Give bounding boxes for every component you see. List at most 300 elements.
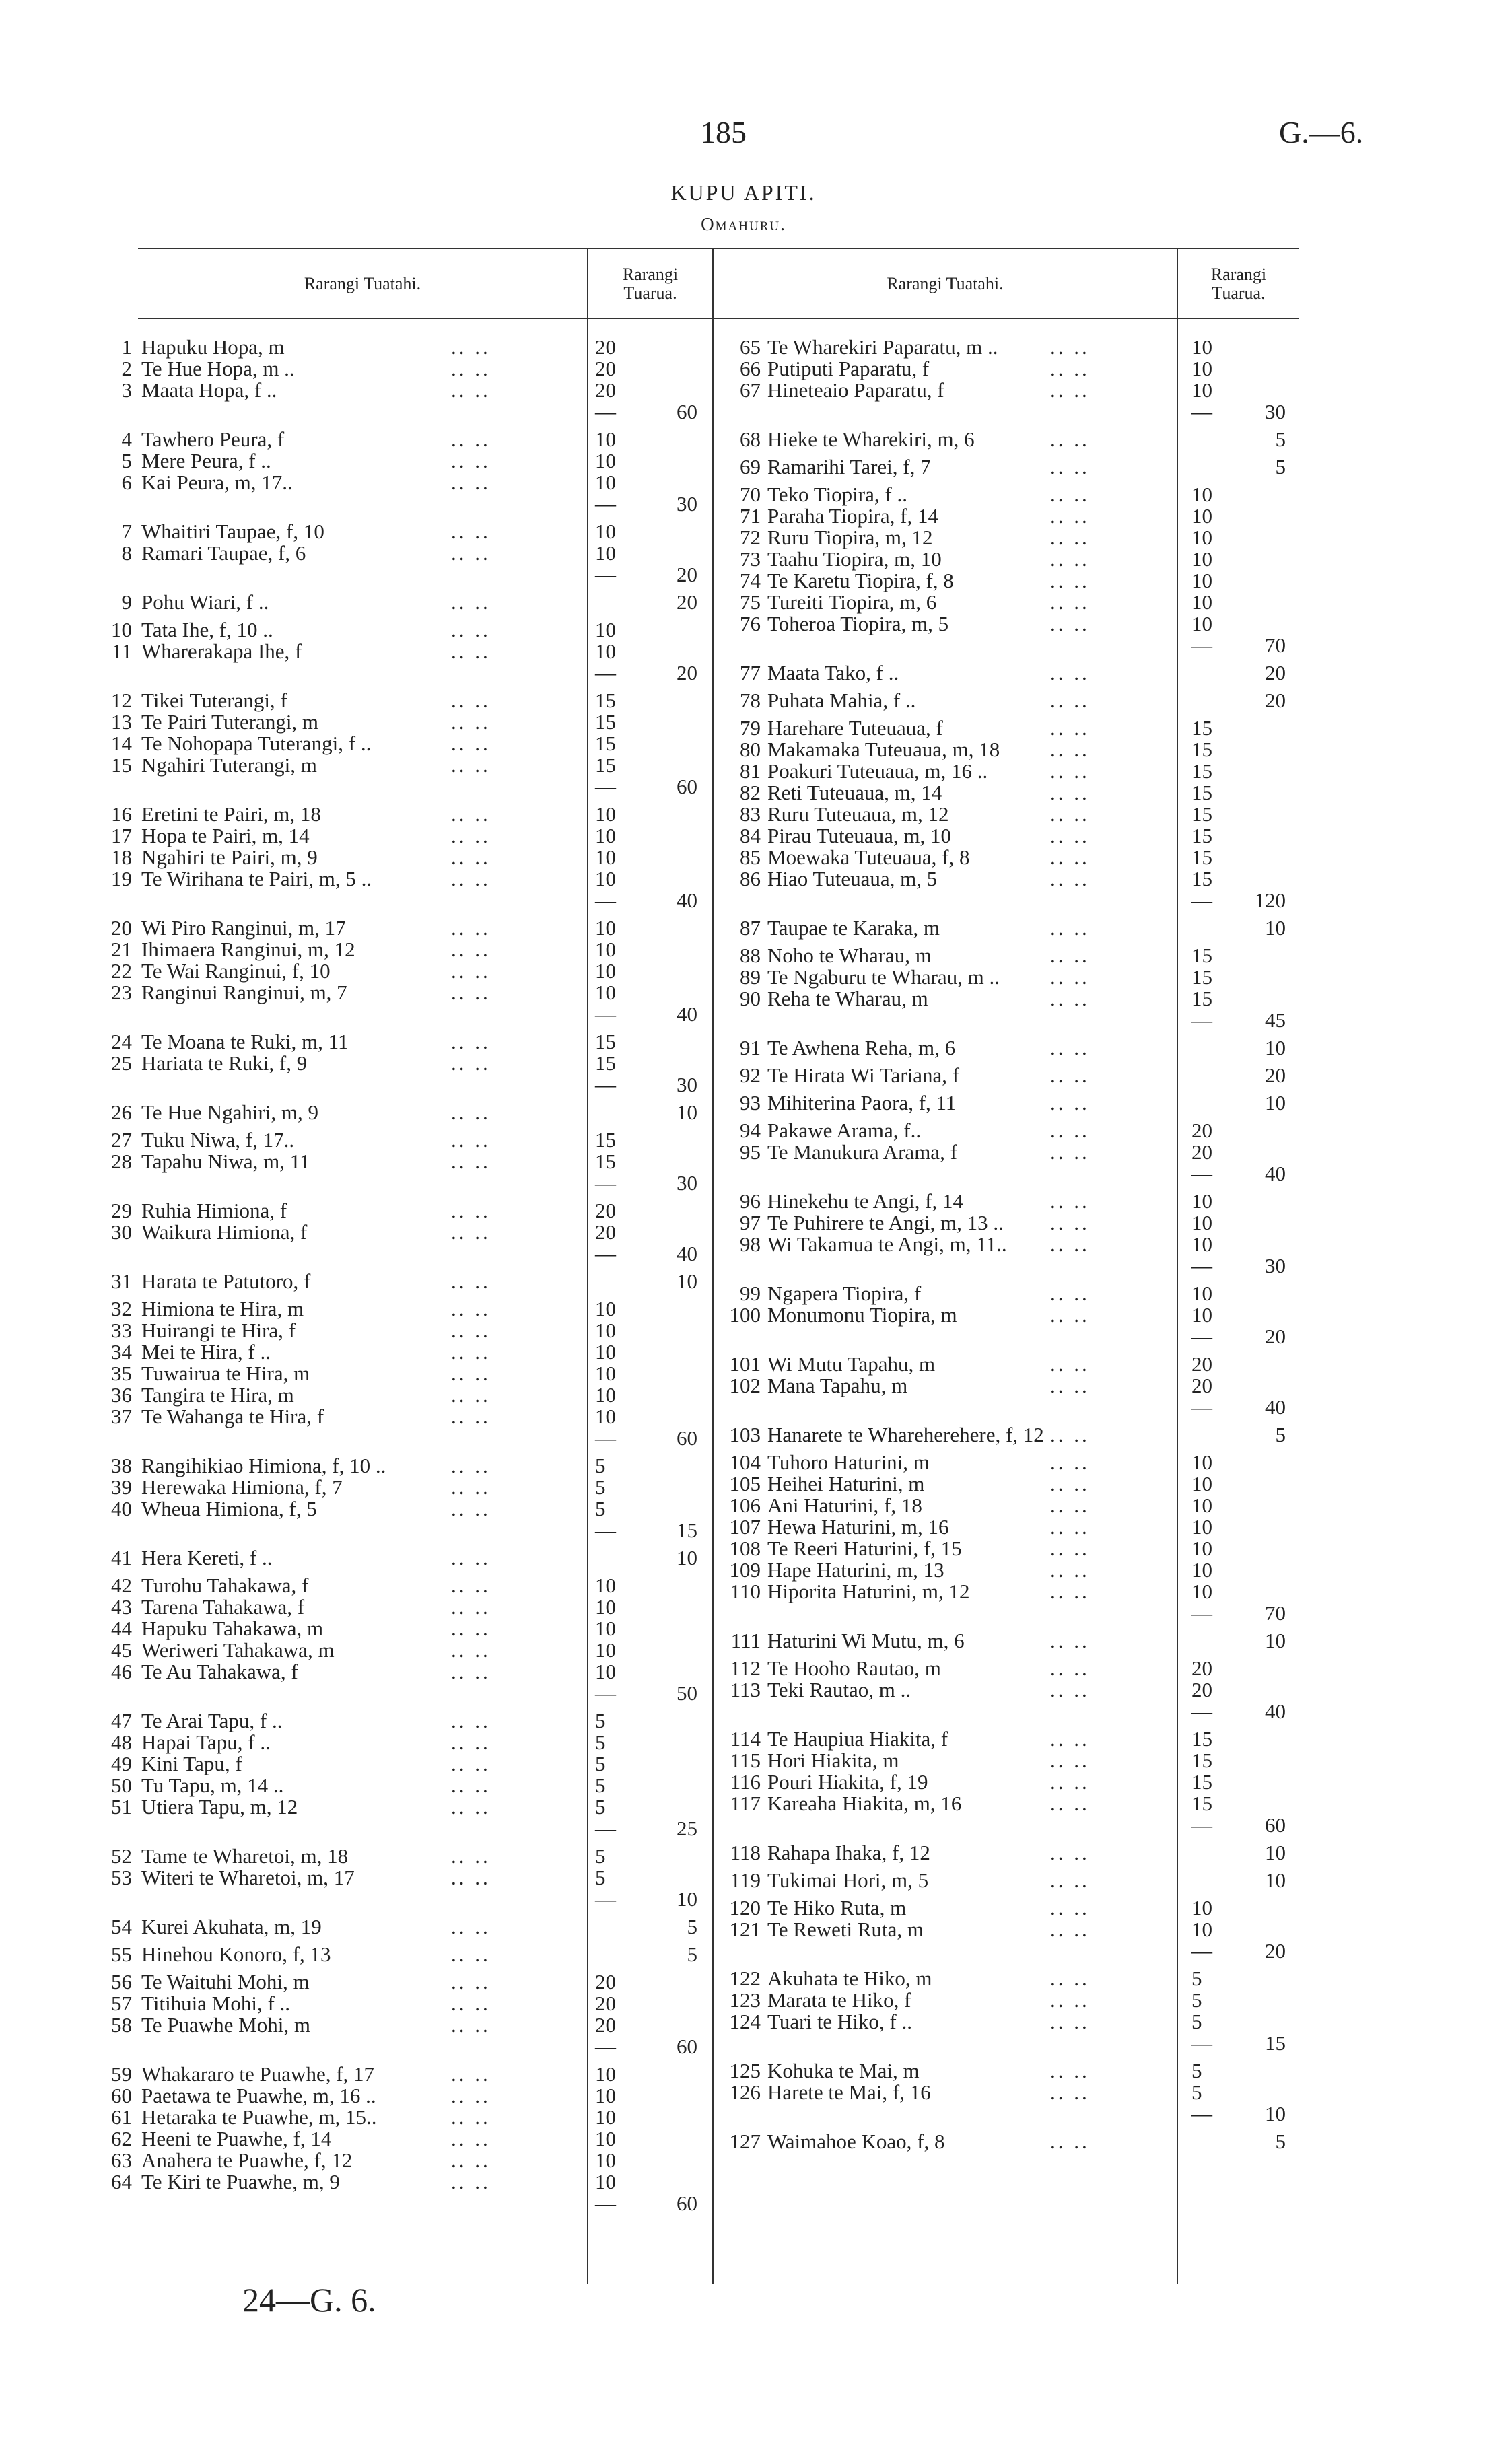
entry-number: 120 [729,1896,761,1920]
register-row [0,1141,1487,1163]
leader-dots: .. .. [1050,2129,1090,2153]
share-value: 10 [1191,590,1212,614]
entry-number: 67 [740,378,761,402]
leader-dots: .. .. [451,639,491,663]
entry-name: Rahapa Ihaka, f, 12 [767,1841,930,1864]
share-value: 10 [1191,335,1212,359]
share-value: 10 [595,427,616,451]
leader-dots: .. .. [451,938,491,961]
entry-number: 85 [740,845,761,869]
leader-dots: .. .. [1050,1352,1090,1376]
leader-dots: .. .. [1050,1841,1090,1864]
entry-number: 19 [111,867,132,890]
register-row [0,1750,1487,1771]
share-value: 15 [1191,1727,1212,1751]
share-value: 5 [595,1730,606,1754]
entry-number: 13 [111,710,132,734]
entry-number: 94 [740,1119,761,1142]
share-value: 10 [595,938,616,961]
subtotal-row [0,1010,1487,1031]
share-value: 20 [595,1970,616,1994]
entry-name: Ranginui Ranginui, m, 7 [141,981,347,1004]
share-value: 20 [1191,1678,1212,1701]
entry-name: Te Nohopapa Tuterangi, f .. [141,732,372,755]
subtotal-dash: — [595,563,616,586]
entry-number: 127 [729,2129,761,2153]
entry-number: 99 [740,1281,761,1305]
leader-dots: .. .. [451,1100,491,1124]
entry-name: Hariata te Ruki, f, 9 [141,1051,308,1075]
leader-dots: .. .. [1050,781,1090,804]
entry-number: 69 [740,455,761,479]
entry-name: Mere Peura, f .. [141,449,271,472]
subtotal-row [0,1940,1487,1962]
entry-name: Kareaha Hiakita, m, 16 [767,1792,962,1815]
register-row [0,1842,1487,1864]
entry-number: 11 [112,639,132,663]
subtotal-dash: — [595,1518,616,1542]
entry-number: 124 [729,2010,761,2033]
entry-name: Taupae te Karaka, m [767,916,940,940]
subtotal-row [0,1397,1487,1418]
share-value: 10 [595,981,616,1004]
group-total: 20 [1265,689,1286,712]
entry-number: 83 [740,802,761,826]
entry-name: Whakararo te Puawhe, f, 17 [141,2062,375,2086]
entry-name: Hineteaio Paparatu, f [767,378,944,402]
leader-dots: .. .. [1050,1558,1090,1582]
entry-name: Mihiterina Paora, f, 11 [767,1091,957,1115]
leader-dots: .. .. [1050,759,1090,783]
share-value: 5 [1191,1967,1202,1990]
register-row [0,358,1487,380]
entry-name: Waimahoe Koao, f, 8 [767,2129,945,2153]
leader-dots: .. .. [451,1269,491,1293]
leader-dots: .. .. [451,689,491,712]
subtotal-row [0,1326,1487,1347]
entry-number: 40 [111,1497,132,1520]
entry-name: Pohu Wiari, f .. [141,590,269,614]
entry-number: 95 [740,1140,761,1164]
entry-number: 96 [740,1189,761,1213]
leader-dots: .. .. [1050,845,1090,869]
share-value: 10 [595,541,616,565]
entry-number: 110 [730,1580,761,1603]
register-row [0,1771,1487,1793]
entry-name: Tuari te Hiko, f .. [767,2010,912,2033]
entry-name: Maata Hopa, f .. [141,378,277,402]
share-value: 10 [1191,483,1212,506]
entry-name: Mei te Hira, f .. [141,1340,271,1364]
subtotal-dash: — [1191,1813,1212,1837]
register-row [0,1559,1487,1581]
entry-number: 28 [111,1150,132,1173]
share-value: 10 [595,2127,616,2150]
share-value: 15 [1191,1770,1212,1794]
register-row [0,662,1487,684]
leader-dots: .. .. [451,1030,491,1053]
leader-dots: .. .. [451,541,491,565]
entry-number: 79 [740,716,761,740]
entry-number: 42 [111,1574,132,1597]
share-value: 15 [1191,738,1212,761]
entry-name: Ramarihi Tarei, f, 7 [767,455,931,479]
entry-number: 3 [121,378,132,402]
register-row [0,825,1487,847]
leader-dots: .. .. [1050,1091,1090,1115]
group-total: 60 [677,775,697,798]
entry-number: 51 [111,1795,132,1819]
subtotal-dash: — [1191,1162,1212,1185]
leader-dots: .. .. [1050,1896,1090,1920]
entry-number: 103 [729,1423,761,1446]
share-value: 10 [1191,504,1212,528]
leader-dots: .. .. [451,1362,491,1385]
group-total: 40 [1265,1162,1286,1185]
subtotal-dash: — [595,492,616,516]
entry-name: Te Au Tahakawa, f [141,1660,298,1683]
group-total: 20 [677,563,697,586]
group-total: 10 [677,1546,697,1570]
entry-number: 2 [121,357,132,380]
entry-name: Paraha Tiopira, f, 14 [767,504,939,528]
share-value: 15 [1191,802,1212,826]
entry-name: Te Manukura Arama, f [767,1140,957,1164]
entry-number: 112 [730,1656,761,1680]
entry-number: 109 [729,1558,761,1582]
entry-name: Hapuku Hopa, m [141,335,285,359]
entry-name: Harehare Tuteuaua, f [767,716,943,740]
page-subtitle: Omahuru. [701,214,786,234]
share-value: 10 [1191,1472,1212,1495]
entry-name: Makamaka Tuteuaua, m, 18 [767,738,1000,761]
entry-number: 104 [729,1450,761,1474]
leader-dots: .. .. [1050,1423,1090,1446]
entry-number: 62 [111,2127,132,2150]
entry-number: 80 [740,738,761,761]
entry-number: 78 [740,689,761,712]
entry-number: 66 [740,357,761,380]
leader-dots: .. .. [451,2170,491,2193]
register-row [0,1283,1487,1304]
leader-dots: .. .. [1050,569,1090,592]
share-value: 20 [595,1992,616,2015]
entry-number: 43 [111,1595,132,1619]
entry-name: Ani Haturini, f, 18 [767,1493,922,1517]
entry-name: Te Haupiua Hiakita, f [767,1727,948,1751]
group-total: 10 [1265,916,1286,940]
register-row [0,1919,1487,1940]
share-value: 10 [595,959,616,983]
subtotal-row [0,890,1487,911]
entry-number: 38 [111,1454,132,1477]
register-row [0,1658,1487,1679]
register-row [0,847,1487,868]
entry-number: 22 [111,959,132,983]
entry-number: 49 [111,1752,132,1775]
entry-name: Te Reeri Haturini, f, 15 [767,1537,962,1560]
entry-name: Himiona te Hira, m [141,1297,304,1321]
entry-name: Te Moana te Ruki, m, 11 [141,1030,349,1053]
entry-name: Whaitiri Taupae, f, 10 [141,520,324,543]
entry-number: 25 [111,1051,132,1075]
leader-dots: .. .. [1050,987,1090,1010]
group-total: 10 [1265,1841,1286,1864]
leader-dots: .. .. [1050,1036,1090,1059]
entry-number: 58 [111,2013,132,2037]
entry-name: Taahu Tiopira, m, 10 [767,547,942,571]
entry-name: Teko Tiopira, f .. [767,483,907,506]
right-header-tuarua-line1: Rarangi [1210,265,1267,284]
entry-number: 105 [729,1472,761,1495]
subtotal-dash: — [1191,888,1212,912]
share-value: 20 [1191,1374,1212,1397]
share-value: 10 [595,2105,616,2129]
entry-number: 114 [730,1727,761,1751]
entry-number: 92 [740,1063,761,1087]
entry-number: 52 [111,1844,132,1868]
share-value: 10 [1191,1537,1212,1560]
share-value: 10 [1191,1580,1212,1603]
leader-dots: .. .. [1050,2059,1090,2082]
subtotal-row [0,1603,1487,1624]
leader-dots: .. .. [451,1595,491,1619]
leader-dots: .. .. [451,1475,491,1499]
entry-name: Tuwairua te Hira, m [141,1362,310,1385]
entry-number: 34 [111,1340,132,1364]
register-row [0,945,1487,966]
group-total: 45 [1265,1008,1286,1032]
entry-name: Heihei Haturini, m [767,1472,925,1495]
leader-dots: .. .. [451,2127,491,2150]
group-total: 30 [1265,400,1286,423]
entry-number: 91 [740,1036,761,1059]
group-total: 5 [1275,427,1286,451]
subtotal-dash: — [595,2191,616,2215]
entry-number: 126 [729,2080,761,2104]
leader-dots: .. .. [451,916,491,940]
share-value: 15 [595,1150,616,1173]
entry-name: Hapuku Tahakawa, m [141,1617,324,1640]
entry-name: Rangihikiao Himiona, f, 10 .. [141,1454,386,1477]
entry-number: 121 [729,1917,761,1941]
entry-number: 14 [111,732,132,755]
leader-dots: .. .. [1050,1450,1090,1474]
leader-dots: .. .. [451,590,491,614]
share-value: 10 [595,1362,616,1385]
entry-name: Tapahu Niwa, m, 11 [141,1150,310,1173]
entry-number: 35 [111,1362,132,1385]
header-top-rule [138,248,1299,249]
share-value: 15 [1191,781,1212,804]
subtotal-row [0,2033,1487,2054]
register-row [0,1870,1487,1891]
share-value: 5 [595,1475,606,1499]
share-value: 20 [595,357,616,380]
share-value: 10 [1191,1896,1212,1920]
leader-dots: .. .. [451,2105,491,2129]
group-total: 30 [1265,1254,1286,1277]
register-row [0,1728,1487,1750]
share-value: 10 [595,1617,616,1640]
entry-number: 18 [111,845,132,869]
entry-name: Te Arai Tapu, f .. [141,1709,283,1732]
leader-dots: .. .. [1050,1515,1090,1539]
leader-dots: .. .. [1050,1189,1090,1213]
entry-name: Te Pairi Tuterangi, m [141,710,319,734]
entry-number: 118 [730,1841,761,1864]
entry-name: Hera Kereti, f .. [141,1546,273,1570]
entry-name: Tureiti Tiopira, m, 6 [767,590,937,614]
register-row [0,2171,1487,2193]
subtotal-dash: — [1191,1601,1212,1625]
entry-number: 59 [111,2062,132,2086]
entry-number: 26 [111,1100,132,1124]
leader-dots: .. .. [1050,716,1090,740]
group-total: 60 [677,2191,697,2215]
leader-dots: .. .. [1050,1119,1090,1142]
share-value: 5 [595,1497,606,1520]
subtotal-row [0,1701,1487,1722]
share-value: 15 [1191,944,1212,967]
share-value: 10 [595,2062,616,2086]
entry-name: Hinehou Konoro, f, 13 [141,1942,331,1966]
share-value: 20 [595,2013,616,2037]
share-value: 10 [1191,612,1212,635]
leader-dots: .. .. [1050,590,1090,614]
share-value: 10 [595,1638,616,1662]
leader-dots: .. .. [451,1992,491,2015]
entry-number: 47 [111,1709,132,1732]
leader-dots: .. .. [1050,661,1090,684]
entry-name: Maata Tako, f .. [767,661,899,684]
leader-dots: .. .. [451,427,491,451]
subtotal-dash: — [595,661,616,684]
leader-dots: .. .. [1050,1792,1090,1815]
leader-dots: .. .. [451,470,491,494]
entry-number: 31 [111,1269,132,1293]
subtotal-dash: — [1191,400,1212,423]
entry-number: 101 [729,1352,761,1376]
subtotal-row [0,2103,1487,2125]
group-total: 40 [677,1002,697,1026]
group-total: 15 [1265,2031,1286,2055]
entry-name: Poakuri Tuteuaua, m, 16 .. [767,759,988,783]
register-row [0,1897,1487,1919]
register-row [0,380,1487,401]
leader-dots: .. .. [1050,455,1090,479]
leader-dots: .. .. [451,1128,491,1152]
share-value: 15 [1191,759,1212,783]
share-value: 10 [1191,1558,1212,1582]
leader-dots: .. .. [1050,1537,1090,1560]
entry-number: 39 [111,1475,132,1499]
entry-number: 60 [111,2084,132,2107]
leader-dots: .. .. [451,1942,491,1966]
group-total: 70 [1265,633,1286,657]
entry-number: 70 [740,483,761,506]
share-value: 10 [595,1574,616,1597]
group-total: 120 [1254,888,1286,912]
leader-dots: .. .. [451,1773,491,1797]
subtotal-dash: — [1191,2102,1212,2125]
share-value: 10 [1191,526,1212,549]
leader-dots: .. .. [451,845,491,869]
register-row [0,1353,1487,1375]
share-value: 10 [1191,1281,1212,1305]
entry-number: 113 [730,1678,761,1701]
register-row [0,966,1487,988]
entry-name: Tarena Tahakawa, f [141,1595,305,1619]
leader-dots: .. .. [451,357,491,380]
entry-number: 36 [111,1383,132,1407]
entry-number: 93 [740,1091,761,1115]
entry-name: Tukimai Hori, m, 5 [767,1868,929,1892]
entry-number: 21 [111,938,132,961]
leader-dots: .. .. [1050,802,1090,826]
entry-name: Wi Mutu Tapahu, m [767,1352,936,1376]
share-value: 15 [1191,1749,1212,1772]
entry-name: Te Puawhe Mohi, m [141,2013,310,2037]
entry-number: 108 [729,1537,761,1560]
share-value: 10 [1191,1450,1212,1474]
subtotal-row [0,2193,1487,2214]
leader-dots: .. .. [451,520,491,543]
register-row [0,782,1487,804]
entry-name: Tu Tapu, m, 14 .. [141,1773,284,1797]
share-value: 10 [595,802,616,826]
entry-number: 122 [729,1967,761,1990]
share-value: 15 [595,753,616,777]
entry-name: Pakawe Arama, f.. [767,1119,922,1142]
entry-name: Te Kiri te Puawhe, m, 9 [141,2170,340,2193]
leader-dots: .. .. [451,1340,491,1364]
entry-number: 74 [740,569,761,592]
entry-number: 98 [740,1232,761,1256]
share-value: 10 [595,1318,616,1342]
leader-dots: .. .. [1050,965,1090,989]
share-value: 10 [595,2084,616,2107]
leader-dots: .. .. [1050,1232,1090,1256]
entry-name: Te Awhena Reha, m, 6 [767,1036,956,1059]
leader-dots: .. .. [1050,1629,1090,1652]
share-value: 10 [595,1297,616,1321]
share-value: 15 [1191,824,1212,847]
leader-dots: .. .. [1050,2080,1090,2104]
entry-name: Tame te Wharetoi, m, 18 [141,1844,349,1868]
leader-dots: .. .. [1050,547,1090,571]
entry-number: 90 [740,987,761,1010]
entry-name: Hori Hiakita, m [767,1749,899,1772]
register-row [0,1234,1487,1255]
leader-dots: .. .. [1050,867,1090,890]
leader-dots: .. .. [1050,1281,1090,1305]
group-total: 10 [1265,1868,1286,1892]
register-row [0,1375,1487,1397]
entry-name: Toheroa Tiopira, m, 5 [767,612,949,635]
register-row [0,1037,1487,1059]
entry-number: 7 [121,520,132,543]
entry-name: Wharerakapa Ihe, f [141,639,302,663]
group-total: 25 [677,1817,697,1840]
leader-dots: .. .. [1050,1678,1090,1701]
leader-dots: .. .. [1050,1211,1090,1234]
share-value: 15 [595,1051,616,1075]
share-value: 15 [1191,987,1212,1010]
entry-number: 6 [121,470,132,494]
entry-name: Kohuka te Mai, m [767,2059,920,2082]
entry-number: 48 [111,1730,132,1754]
